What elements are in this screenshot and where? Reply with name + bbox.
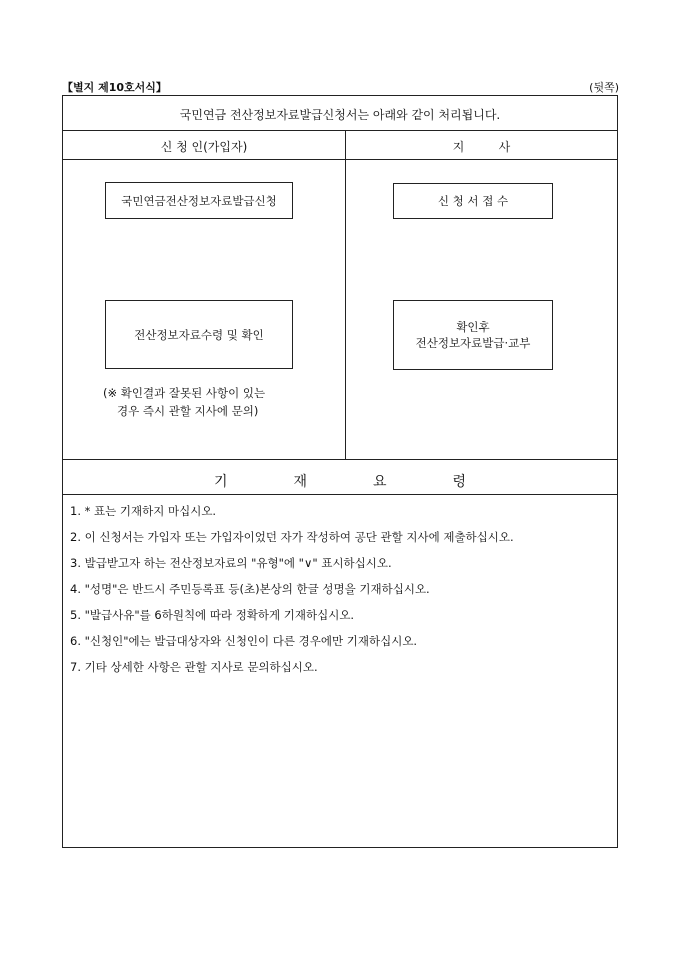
branch-step-issue-line2: 전산정보자료발급·교부: [415, 336, 531, 350]
guide-item: 1. * 표는 기재하지 마십시오.: [70, 504, 217, 518]
applicant-column-header: 신 청 인(가입자): [160, 140, 248, 154]
guide-item: 6. "신청인"에는 발급대상자와 신청인이 다른 경우에만 기재하십시오.: [70, 634, 418, 648]
guide-title-char-2: 재: [293, 473, 307, 490]
guide-item: 3. 발급받고자 하는 전산정보자료의 "유형"에 "∨" 표시하십시오.: [70, 556, 392, 570]
branch-step-receipt-box: [393, 183, 553, 219]
applicant-step-receive-box: [105, 300, 293, 369]
flow-divider: [63, 459, 617, 460]
branch-step-receipt-text: 신 청 서 접 수: [437, 194, 509, 208]
form-frame: [62, 95, 618, 848]
guide-item: 5. "발급사유"를 6하원칙에 따라 정확하게 기재하십시오.: [70, 608, 355, 622]
applicant-step-apply-box: [105, 182, 293, 219]
branch-step-issue-line1: 확인후: [456, 320, 490, 334]
form-title: 국민연금 전산정보자료발급신청서는 아래와 같이 처리됩니다.: [179, 108, 501, 122]
applicant-note-line2: 경우 즉시 관할 지사에 문의): [117, 404, 259, 418]
applicant-note: [103, 384, 313, 420]
guide-item: 4. "성명"은 반드시 주민등록표 등(초)본상의 한글 성명을 기재하십시오.: [70, 582, 430, 596]
guide-title-char-1: 기: [213, 473, 228, 490]
guide-title-char-4: 령: [452, 473, 467, 490]
guide-title-char-3: 요: [373, 473, 387, 490]
applicant-step-apply-text: 국민연금전산정보자료발급신청: [121, 193, 277, 208]
branch-column-header: 지 사: [452, 140, 511, 154]
branch-step-issue-box: [393, 300, 553, 370]
form-number-label: 【별지 제10호서식】: [62, 81, 167, 94]
guide-item: 7. 기타 상세한 사항은 관할 지사로 문의하십시오.: [70, 660, 318, 674]
title-divider: [63, 130, 617, 131]
applicant-step-receive-text: 전산정보자료수령 및 확인: [134, 327, 264, 342]
applicant-note-line1: (※ 확인결과 잘못된 사항이 있는: [103, 386, 266, 400]
header-divider: [63, 159, 617, 160]
column-divider: [345, 130, 346, 459]
page-side-label: (뒷쪽): [589, 81, 619, 94]
guide-list: [70, 498, 611, 680]
guide-divider: [63, 494, 617, 495]
guide-item: 2. 이 신청서는 가입자 또는 가입자이었던 자가 작성하여 공단 관할 지사에 제출하십시오.: [70, 530, 514, 544]
guide-title: [63, 464, 617, 497]
